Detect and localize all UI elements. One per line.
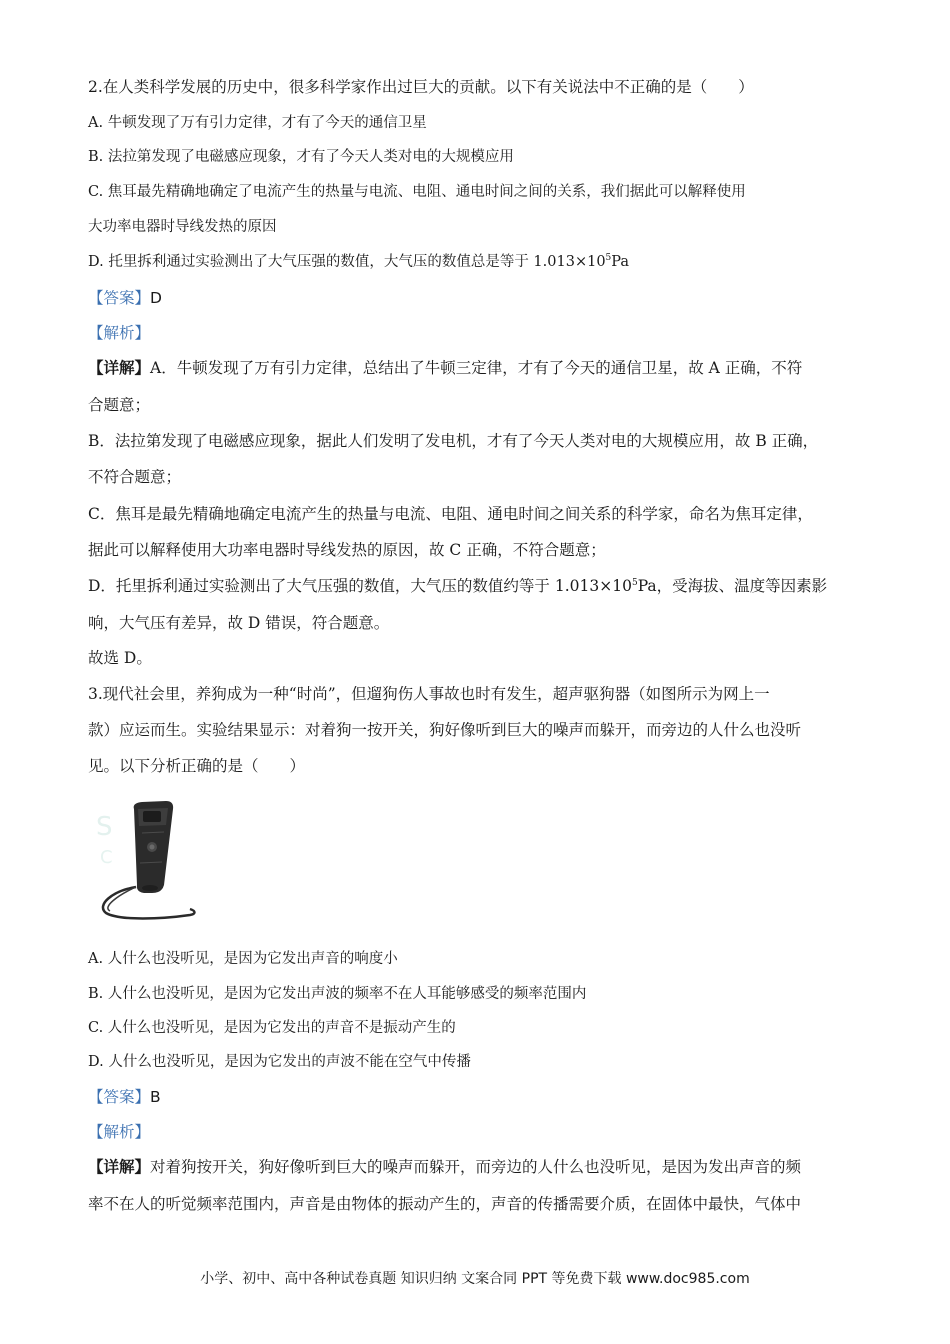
q2-option-b: B. 法拉第发现了电磁感应现象，才有了今天人类对电的大规模应用 [88,149,514,165]
q2-detail-line-5: C．焦耳是最先精确地确定电流产生的热量与电流、电阻、通电时间之间关系的科学家，命名为焦耳定律， [88,505,813,523]
q2-option-a: A. 牛顿发现了万有引力定律，才有了今天的通信卫星 [88,115,427,131]
q2-option-c: C. 焦耳最先精确地确定了电流产生的热量与电流、电阻、通电时间之间的关系，我们据此可以解释使用 [88,184,746,200]
answer-value: B [150,1088,161,1106]
q2-stem: 2.在人类科学发展的历史中，很多科学家作出过巨大的贡献。以下有关说法中不正确的是（ ） [88,78,754,96]
dog-repeller-image [92,795,202,925]
q3-stem-line-1: 3.现代社会里，养狗成为一种“时尚”，但遛狗伤人事故也时有发生，超声驱狗器（如图所示为网上一 [88,685,770,703]
q3-stem-line-2: 款）应运而生。实验结果显示：对着狗一按开关，狗好像听到巨大的噪声而躲开，而旁边的人什么也没听 [88,721,802,739]
q3-option-c: C. 人什么也没听见，是因为它发出的声音不是振动产生的 [88,1020,456,1036]
q2-conclusion: 故选 D。 [88,649,152,667]
q2-detail-line-4: 不符合题意； [88,468,182,486]
answer-tag: 【答案】 [88,1088,151,1106]
answer-tag: 【答案】 [88,289,151,307]
q2-detail-line-6: 据此可以解释使用大功率电器时导线发热的原因，故 C 正确，不符合题意； [88,541,606,559]
q2-option-d: D. 托里拆利通过实验测出了大气压强的数值，大气压的数值总是等于 $1.013\times 10^5Pa$ [88,253,630,270]
q2-detail-line-1: 【详解】A．牛顿发现了万有引力定律，总结出了牛顿三定律，才有了今天的通信卫星，故 A 正确，不符 [88,358,803,377]
q2-detail-line-2: 合题意； [88,396,151,414]
q3-analysis-tag: 【解析】 [88,1123,151,1141]
q2-option-c-cont: 大功率电器时导线发热的原因 [88,219,277,235]
q2-detail-line-8: 响，大气压有差异，故 D 错误，符合题意。 [88,614,390,632]
q3-stem-line-3: 见。以下分析正确的是（ ） [88,757,306,775]
q3-answer [88,1086,161,1108]
answer-value: D [150,289,162,307]
page-footer: 小学、初中、高中各种试卷真题 知识归纳 文案合同 PPT 等免费下载 www.doc985.com [200,1271,750,1287]
q3-option-b: B. 人什么也没听见，是因为它发出声波的频率不在人耳能够感受的频率范围内 [88,986,587,1002]
q3-detail-line-1: 【详解】对着狗按开关，狗好像听到巨大的噪声而躲开，而旁边的人什么也没听见，是因为发出声音的频 [88,1157,802,1176]
detail-tag: 【详解】 [88,1157,151,1176]
q3-option-d: D. 人什么也没听见，是因为它发出的声波不能在空气中传播 [88,1054,471,1070]
q2-detail-line-7: D．托里拆利通过实验测出了大气压强的数值，大气压的数值约等于 $1.013\times 10^5Pa$，受海拔、温度等因素影 [88,577,828,595]
detail-tag: 【详解】 [88,358,151,377]
q2-answer [88,287,162,309]
q3-option-a: A. 人什么也没听见，是因为它发出声音的响度小 [88,951,398,967]
svg-text:S: S [96,812,113,842]
q3-detail-line-2: 率不在人的听觉频率范围内，声音是由物体的振动产生的，声音的传播需要介质，在固体中最快，气体中 [88,1195,802,1213]
q2-detail-line-3: B．法拉第发现了电磁感应现象，据此人们发明了发电机，才有了今天人类对电的大规模应用，故 B 正确， [88,432,819,450]
svg-text:C: C [100,847,113,868]
q2-analysis-tag: 【解析】 [88,324,151,342]
